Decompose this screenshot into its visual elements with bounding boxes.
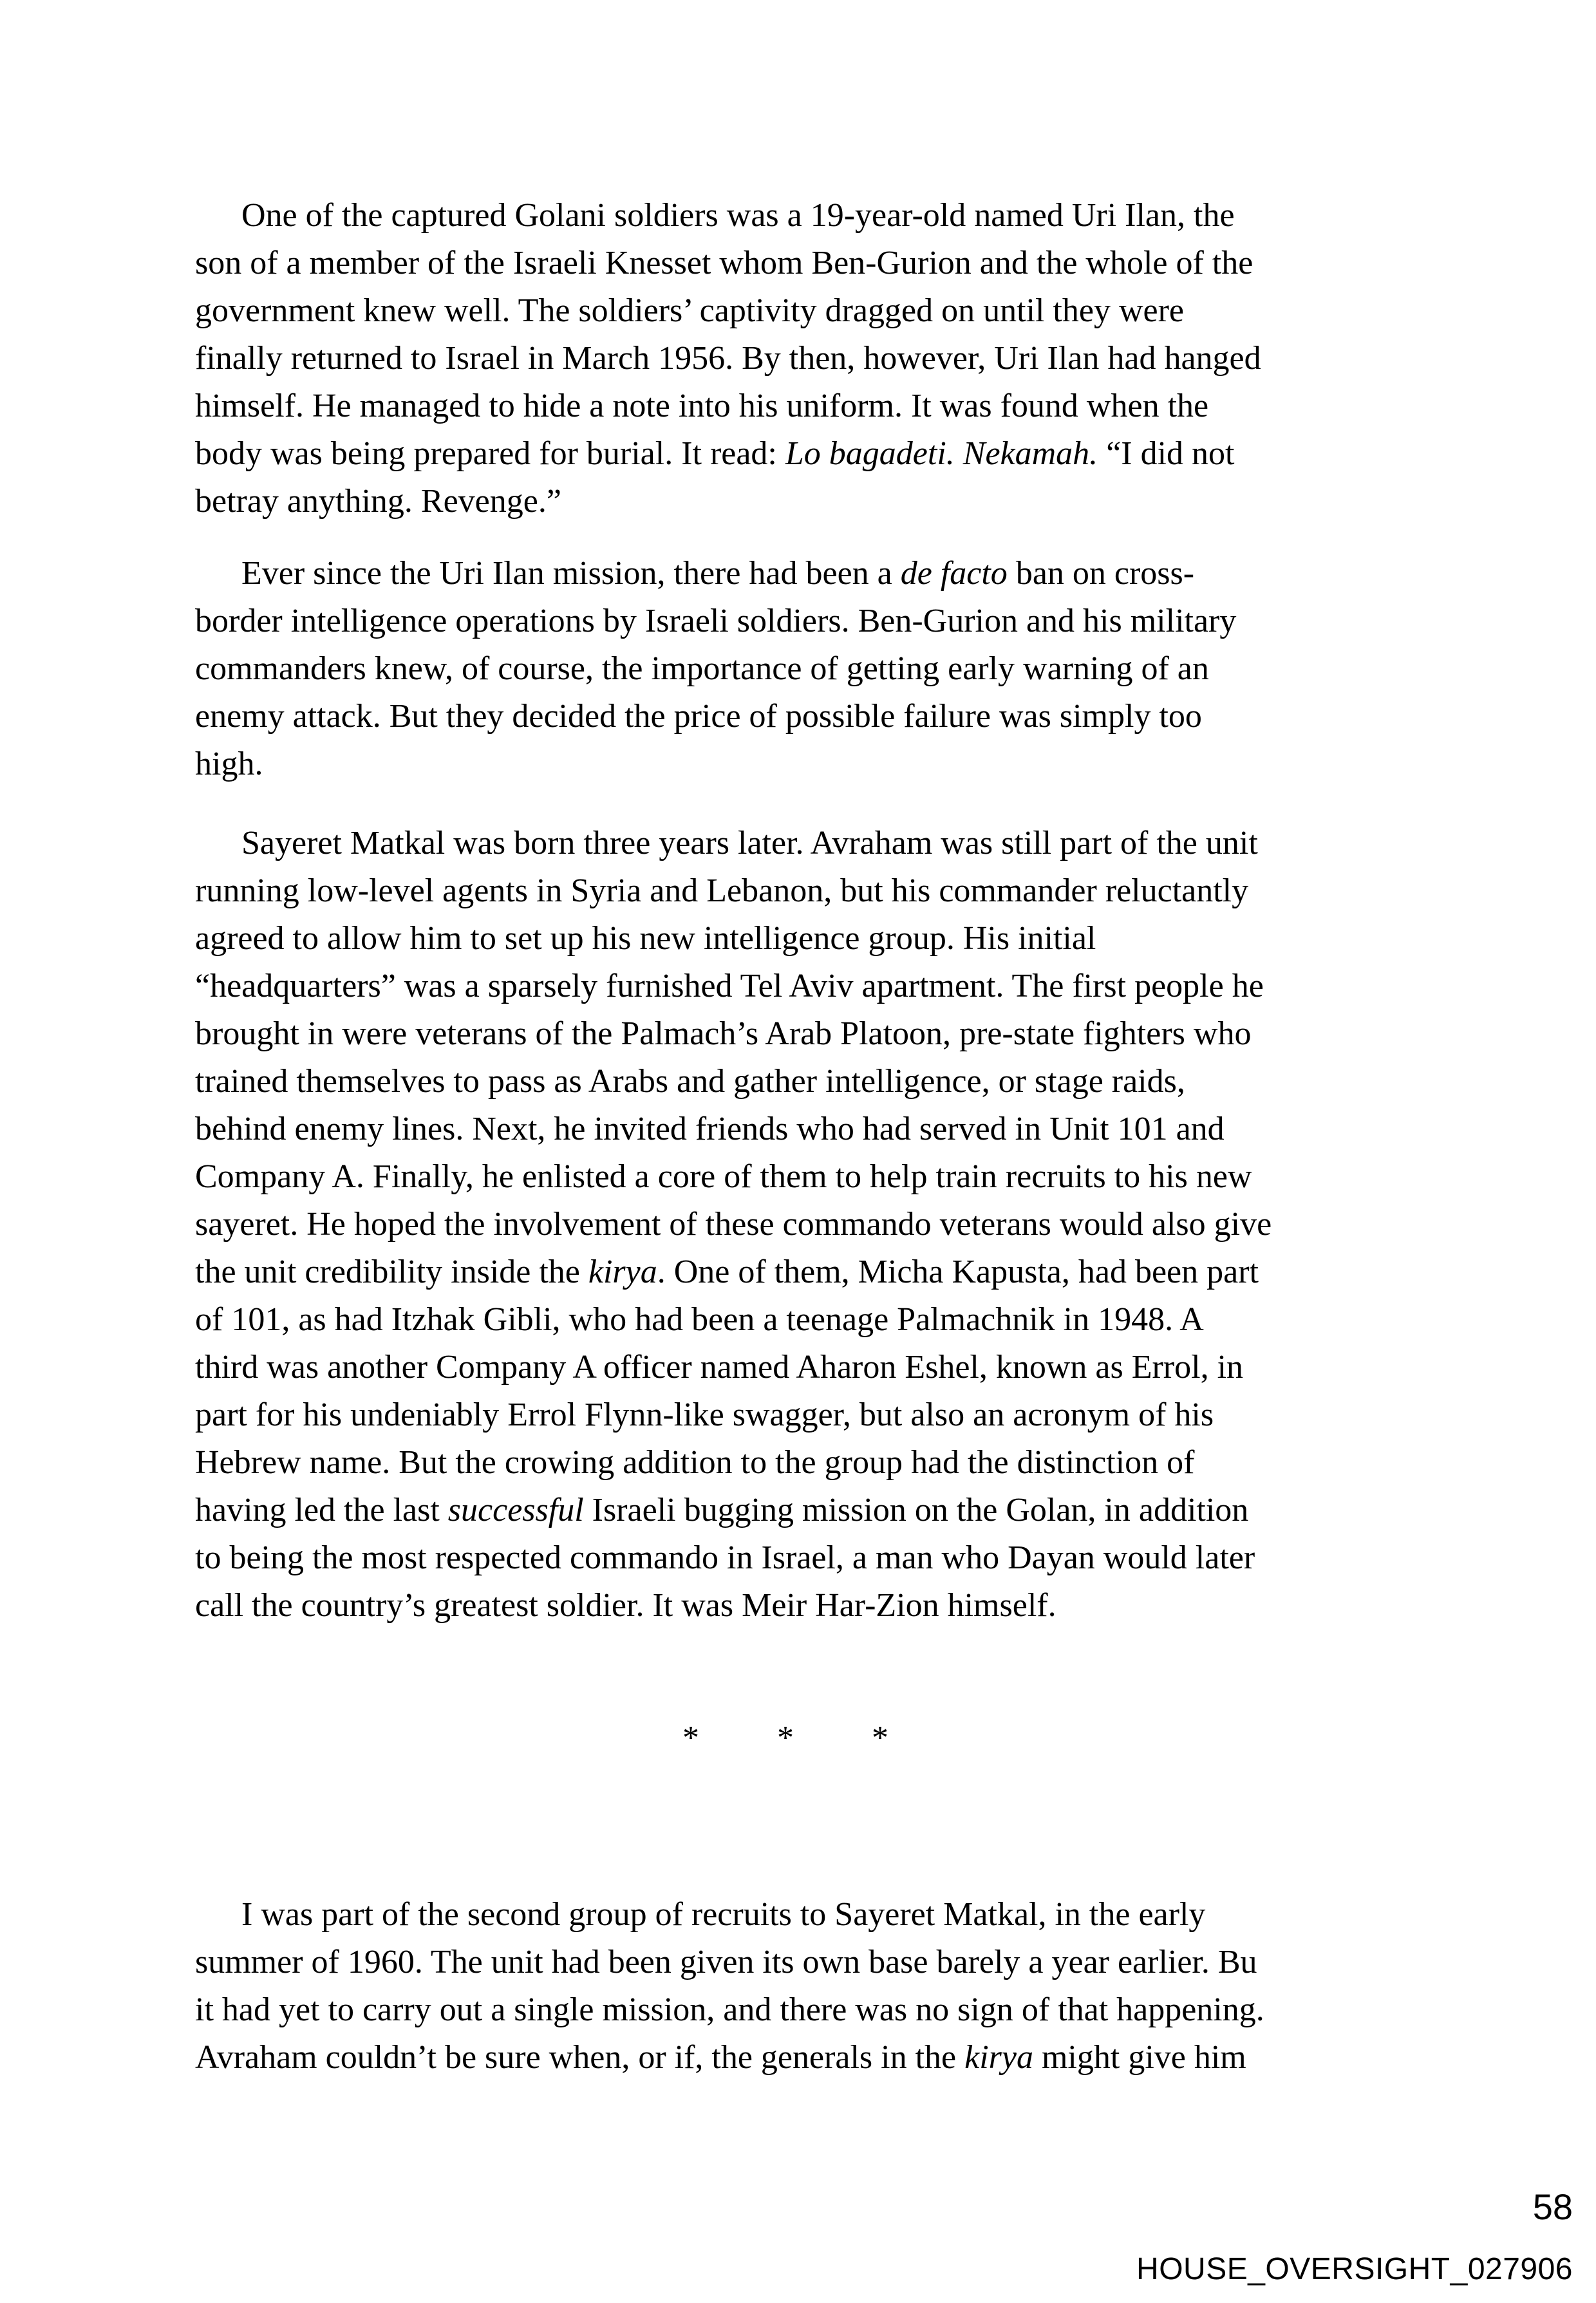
text-run: I was part of the second group of recruits to Sayeret Matkal, in the early [241, 1896, 1206, 1933]
text-line [195, 740, 1418, 788]
text-run: Avraham couldn’t be sure when, or if, the generals in the [195, 2039, 965, 2076]
text-run: finally returned to Israel in March 1956. By then, however, Uri Ilan had hanged [195, 340, 1261, 377]
text-run: part for his undeniably Errol Flynn-like swagger, but also an acronym of his [195, 1396, 1214, 1433]
text-run: betray anything. Revenge.” [195, 483, 561, 520]
text-line [195, 1986, 1418, 2034]
text-line [195, 963, 1418, 1010]
text-run: One of the captured Golani soldiers was a 19-year-old named Uri Ilan, the [241, 197, 1235, 234]
text-line [195, 2034, 1418, 2082]
text-line [195, 335, 1418, 382]
text-run: agreed to allow him to set up his new intelligence group. His initial [195, 920, 1096, 957]
text-run: brought in were veterans of the Palmach’s Arab Platoon, pre-state fighters who [195, 1015, 1252, 1052]
text-line [195, 915, 1418, 963]
text-run: to being the most respected commando in Israel, a man who Dayan would later [195, 1539, 1255, 1576]
italic-text: de facto [900, 555, 1008, 592]
text-line [195, 693, 1418, 740]
text-run: sayeret. He hoped the involvement of these commando veterans would also give [195, 1206, 1272, 1243]
text-run: son of a member of the Israeli Knesset whom Ben-Gurion and the whole of the [195, 245, 1253, 281]
text-line [195, 1344, 1418, 1391]
italic-text: kirya [588, 1254, 657, 1290]
text-run: having led the last [195, 1492, 448, 1528]
text-line [195, 240, 1418, 287]
text-run: body was being prepared for burial. It read: [195, 435, 785, 472]
section-separator [682, 1719, 888, 1757]
page-number: 58 [1532, 2186, 1573, 2227]
text-run: the unit credibility inside the [195, 1254, 588, 1290]
text-run: border intelligence operations by Israeli soldiers. Ben-Gurion and his military [195, 603, 1237, 639]
text-line [195, 1582, 1418, 1630]
text-line [195, 1391, 1418, 1439]
text-line [195, 478, 1418, 525]
italic-text: kirya [964, 2039, 1033, 2076]
bates-number: HOUSE_OVERSIGHT_027906 [1136, 2252, 1573, 2286]
text-run: high. [195, 746, 263, 782]
text-run: “headquarters” was a sparsely furnished Tel Aviv apartment. The first people he [195, 968, 1264, 1004]
paragraph-captured-soldiers [195, 192, 1418, 525]
text-line [195, 1105, 1418, 1153]
text-line [195, 645, 1418, 693]
text-run: of 101, as had Itzhak Gibli, who had been a teenage Palmachnik in 1948. A [195, 1301, 1204, 1338]
text-run: Sayeret Matkal was born three years later. Avraham was still part of the unit [241, 825, 1258, 861]
text-line [195, 1010, 1418, 1058]
text-run: running low-level agents in Syria and Lebanon, but his commander reluctantly [195, 872, 1249, 909]
text-run: call the country’s greatest soldier. It was Meir Har-Zion himself. [195, 1587, 1056, 1624]
text-line [195, 287, 1418, 335]
text-run: trained themselves to pass as Arabs and gather intelligence, or stage raids, [195, 1063, 1185, 1100]
text-line [195, 1058, 1418, 1105]
text-run: behind enemy lines. Next, he invited friends who had served in Unit 101 and [195, 1111, 1225, 1147]
text-line [195, 192, 1418, 240]
text-run: . One of them, Micha Kapusta, had been part [657, 1254, 1259, 1290]
text-run: third was another Company A officer named Aharon Eshel, known as Errol, in [195, 1349, 1244, 1386]
text-run: might give him [1033, 2039, 1246, 2076]
text-line [195, 1439, 1418, 1487]
text-line [195, 430, 1418, 478]
text-line [195, 1534, 1418, 1582]
text-run: summer of 1960. The unit had been given its own base barely a year earlier. Bu [195, 1944, 1257, 1980]
text-run: himself. He managed to hide a note into his uniform. It was found when the [195, 388, 1209, 424]
text-run: Hebrew name. But the crowing addition to the group had the distinction of [195, 1444, 1195, 1481]
paragraph-second-recruit-group [195, 1891, 1418, 2082]
text-line [195, 820, 1418, 867]
paragraph-sayeret-matkal-founding [195, 820, 1418, 1630]
text-line [195, 597, 1418, 645]
italic-text: Lo bagadeti. Nekamah. [785, 435, 1098, 472]
text-run: Ever since the Uri Ilan mission, there had been a [241, 555, 901, 592]
text-line [195, 1891, 1418, 1939]
separator-asterisk: * [682, 1720, 699, 1756]
text-line [195, 1248, 1418, 1296]
text-run: commanders knew, of course, the importance of getting early warning of an [195, 650, 1209, 687]
text-run: Company A. Finally, he enlisted a core of them to help train recruits to his new [195, 1158, 1252, 1195]
italic-text: successful [447, 1492, 584, 1528]
separator-asterisk: * [777, 1720, 794, 1756]
text-line [195, 1487, 1418, 1534]
text-line [195, 1153, 1418, 1201]
text-run: government knew well. The soldiers’ captivity dragged on until they were [195, 292, 1184, 329]
separator-asterisk: * [872, 1720, 888, 1756]
text-line [195, 867, 1418, 915]
text-line [195, 1939, 1418, 1986]
text-line [195, 1296, 1418, 1344]
paragraph-de-facto-ban [195, 550, 1418, 788]
text-run: “I did not [1098, 435, 1235, 472]
text-run: it had yet to carry out a single mission, and there was no sign of that happening. [195, 1991, 1264, 2028]
text-run: ban on cross- [1007, 555, 1195, 592]
text-line [195, 382, 1418, 430]
text-run: Israeli bugging mission on the Golan, in addition [583, 1492, 1249, 1528]
text-line [195, 1201, 1418, 1248]
text-run: enemy attack. But they decided the price of possible failure was simply too [195, 698, 1202, 735]
text-line [195, 550, 1418, 597]
